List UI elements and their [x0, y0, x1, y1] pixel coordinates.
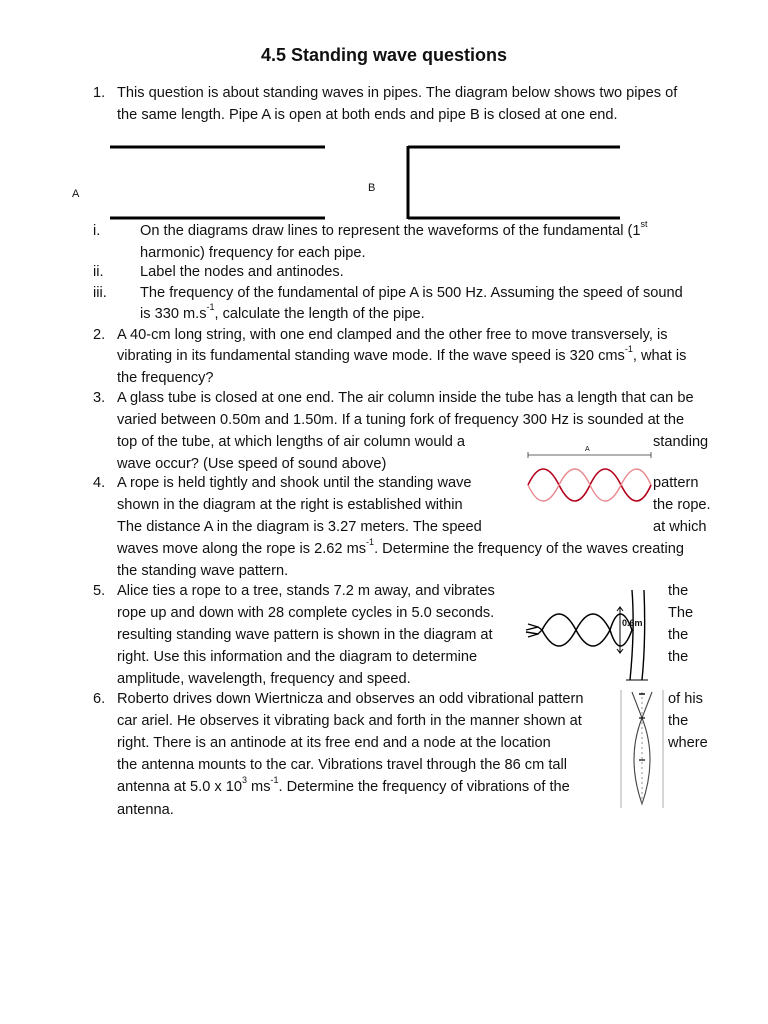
pipe-b-diagram [400, 140, 625, 225]
question-2-line-3: the frequency? [117, 370, 214, 386]
question-1-line-1: This question is about standing waves in pipes. The diagram below shows two pipes of [117, 85, 678, 101]
question-6-line-2-right: the [668, 713, 689, 729]
rope-diagram-label-a: A [585, 446, 590, 453]
question-3-line-2: varied between 0.50m and 1.50m. If a tuning fork of frequency 300 Hz is sounded at the [117, 412, 685, 428]
question-5-line-4-left: right. Use this information and the diagram to determine [117, 649, 478, 665]
question-4-line-1-right: pattern [653, 475, 699, 491]
question-6-line-2-left: car ariel. He observes it vibrating back and forth in the manner shown at [117, 713, 582, 729]
question-5-line-1-left: Alice ties a rope to a tree, stands 7.2 m away, and vibrates [117, 583, 495, 599]
question-4-line-4: waves move along the rope is 2.62 $ms^{-1}$. Determine the frequency of the waves creating [117, 537, 684, 557]
question-4-line-2-left: shown in the diagram at the right is established within [117, 497, 463, 513]
question-6-line-6: antenna. [117, 802, 174, 818]
question-1-part-i-line-1: On the diagrams draw lines to represent the waveforms of the fundamental (1st [140, 219, 648, 239]
question-6-line-1-left: Roberto drives down Wiertnicza and observes an odd vibrational pattern [117, 691, 584, 707]
question-5-number: 5. [93, 583, 106, 599]
question-6-line-4: the antenna mounts to the car. Vibrations travel through the 86 cm tall [117, 757, 567, 773]
tree-diagram-label-amplitude: 0.6m [622, 618, 643, 628]
question-5-line-4-right: the [668, 649, 689, 665]
question-5-line-1-right: the [668, 583, 689, 599]
question-1-part-iii-line-2: is 330 $m.s^{-1}$, calculate the length of the pipe. [140, 302, 425, 322]
question-5-line-2-left: rope up and down with 28 complete cycles in 5.0 seconds. [117, 605, 495, 621]
question-5-line-5: amplitude, wavelength, frequency and speed. [117, 671, 411, 687]
question-3-line-3-left: top of the tube, at which lengths of air column would a [117, 434, 466, 450]
rope-standing-wave-diagram [523, 448, 658, 520]
question-5-line-3-left: resulting standing wave pattern is shown in the diagram at [117, 627, 493, 643]
question-3-line-1: A glass tube is closed at one end. The air column inside the tube has a length that can be [117, 390, 694, 406]
pipe-a-diagram [105, 140, 330, 225]
question-1-part-iii-number: iii. [93, 285, 107, 301]
question-3-line-3-right: standing [653, 434, 709, 450]
question-2-line-1: A 40-cm long string, with one end clamped and the other free to move transversely, is [117, 327, 668, 343]
question-1-line-2: the same length. Pipe A is open at both ends and pipe B is closed at one end. [117, 107, 618, 123]
question-5-line-2-right: The [668, 605, 694, 621]
question-2-number: 2. [93, 327, 106, 343]
question-5-line-3-right: the [668, 627, 689, 643]
question-4-line-5: the standing wave pattern. [117, 563, 289, 579]
question-2-line-2: vibrating in its fundamental standing wave mode. If the wave speed is 320 cms$^{-1}$, what is [117, 344, 687, 364]
question-4-line-1-left: A rope is held tightly and shook until the standing wave [117, 475, 472, 491]
tree-rope-diagram [522, 580, 658, 682]
question-1-part-ii-number: ii. [93, 264, 104, 280]
question-6-line-1-right: of his [668, 691, 703, 707]
question-4-number: 4. [93, 475, 106, 491]
question-6-line-3-left: right. There is an antinode at its free end and a node at the location [117, 735, 551, 751]
pipe-a-label: A [72, 188, 80, 200]
pipe-b-label: B [368, 182, 376, 194]
question-1-number: 1. [93, 85, 106, 101]
question-1-part-i-line-2: harmonic) frequency for each pipe. [140, 245, 366, 261]
antenna-vibration-diagram [618, 688, 666, 813]
question-6-line-3-right: where [668, 735, 708, 751]
question-3-number: 3. [93, 390, 106, 406]
page-title: 4.5 Standing wave questions [260, 45, 508, 65]
question-6-line-5: antenna at 5.0 x $10^3$ $ms^{-1}$. Determine the frequency of vibrations of the [117, 775, 570, 795]
question-4-line-3-left: The distance A in the diagram is 3.27 meters. The speed [117, 519, 482, 535]
question-1-part-ii-line-1: Label the nodes and antinodes. [140, 264, 344, 280]
question-3-line-4: wave occur? (Use speed of sound above) [117, 456, 387, 472]
question-1-part-iii-line-1: The frequency of the fundamental of pipe A is 500 Hz. Assuming the speed of sound [140, 285, 683, 301]
question-4-line-2-right: the rope. [653, 497, 711, 513]
question-6-number: 6. [93, 691, 106, 707]
question-4-line-3-right: at which [653, 519, 707, 535]
question-1-part-i-number: i. [93, 223, 101, 239]
